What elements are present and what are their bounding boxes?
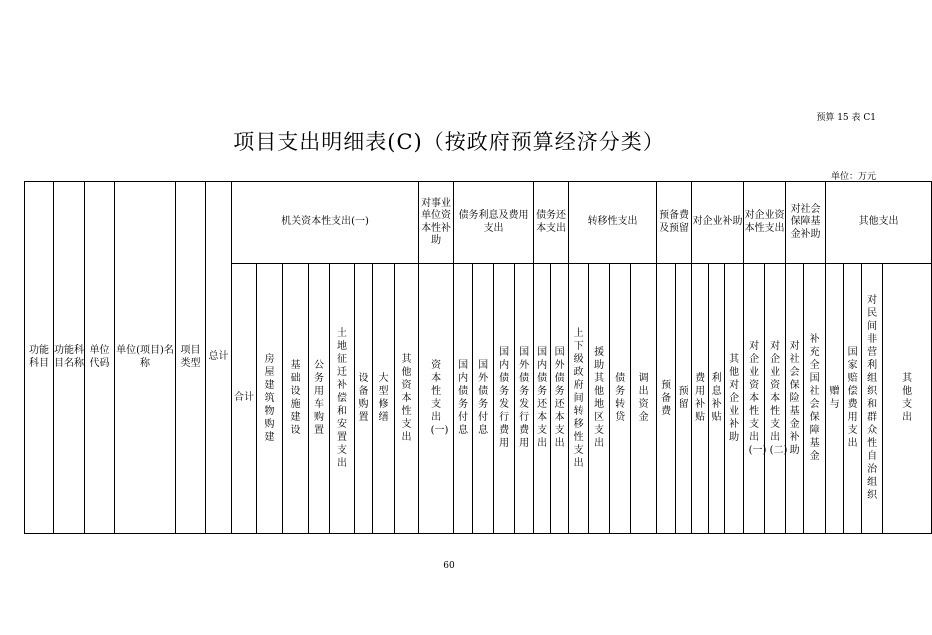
col-function-name: 功能科目名称: [54, 182, 85, 534]
col-unit-code: 单位代码: [85, 182, 115, 534]
group-header: 其他支出: [826, 182, 932, 264]
sub-header: 赠与: [826, 264, 844, 534]
sub-header: 其他支出: [883, 264, 932, 534]
sub-header: 上下级政府间转移性支出: [569, 264, 589, 534]
sub-header: 预备费: [657, 264, 676, 534]
sub-header: 援助其他地区支出: [589, 264, 610, 534]
sub-header: 其他对企业补助: [725, 264, 744, 534]
unit-label: 单位：万元: [830, 172, 876, 182]
col-function-code: 功能科目: [25, 182, 54, 534]
sub-header: 设备购置: [355, 264, 373, 534]
sub-header: 土地征迁补偿和安置支出: [330, 264, 355, 534]
sub-header: 大型修缮: [373, 264, 395, 534]
group-header: 对社会保障基金补助: [786, 182, 826, 264]
sub-header: 调出资金: [631, 264, 657, 534]
page-title: 项目支出明细表(C)（按政府预算经济分类）: [233, 130, 665, 154]
sub-header: 国外债务发行费用: [515, 264, 534, 534]
sub-header: 其他资本性支出: [395, 264, 419, 534]
group-header: 对企业补助: [692, 182, 744, 264]
form-number: 预算 15 表 C1: [816, 113, 876, 123]
group-header: 债务还本支出: [534, 182, 569, 264]
sub-header: 预留: [676, 264, 692, 534]
sub-header: 国家赔偿费用支出: [844, 264, 862, 534]
sub-header: 债务转贷: [610, 264, 631, 534]
col-project-type: 项目类型: [176, 182, 206, 534]
page-number: 60: [443, 561, 455, 571]
col-total: 总计: [206, 182, 232, 534]
sub-header: 资本性支出(一): [419, 264, 454, 534]
sub-header: 费用补贴: [692, 264, 709, 534]
group-header: 对企业资本性支出: [744, 182, 786, 264]
group-header: 对事业单位资本性补助: [419, 182, 454, 264]
sub-header: 国内债务还本支出: [534, 264, 551, 534]
sub-header: 国内债务发行费用: [494, 264, 515, 534]
sub-header: 对企业资本性支出(二): [765, 264, 786, 534]
expenditure-table: [24, 181, 932, 534]
sub-header: 对社会保险基金补助: [786, 264, 804, 534]
sub-header: 合计: [232, 264, 257, 534]
sub-header: 国内债务付息: [454, 264, 473, 534]
group-header: 转移性支出: [569, 182, 657, 264]
sub-header: 房屋建筑物购建: [257, 264, 283, 534]
group-header: 债务利息及费用支出: [454, 182, 534, 264]
sub-header: 国外债务付息: [473, 264, 494, 534]
group-header: 机关资本性支出(一): [232, 182, 419, 264]
group-header: 预备费及预留: [657, 182, 692, 264]
sub-header: 公务用车购置: [309, 264, 330, 534]
sub-header: 基础设施建设: [283, 264, 309, 534]
sub-header: 补充全国社会保障基金: [804, 264, 826, 534]
sub-header: 利息补贴: [709, 264, 725, 534]
sub-header: 对企业资本性支出(一): [744, 264, 765, 534]
sub-header: 国外债务还本支出: [551, 264, 569, 534]
col-unit-project-name: 单位(项目)名称: [115, 182, 176, 534]
sub-header: 对民间非营利组织和群众性自治组织: [862, 264, 883, 534]
